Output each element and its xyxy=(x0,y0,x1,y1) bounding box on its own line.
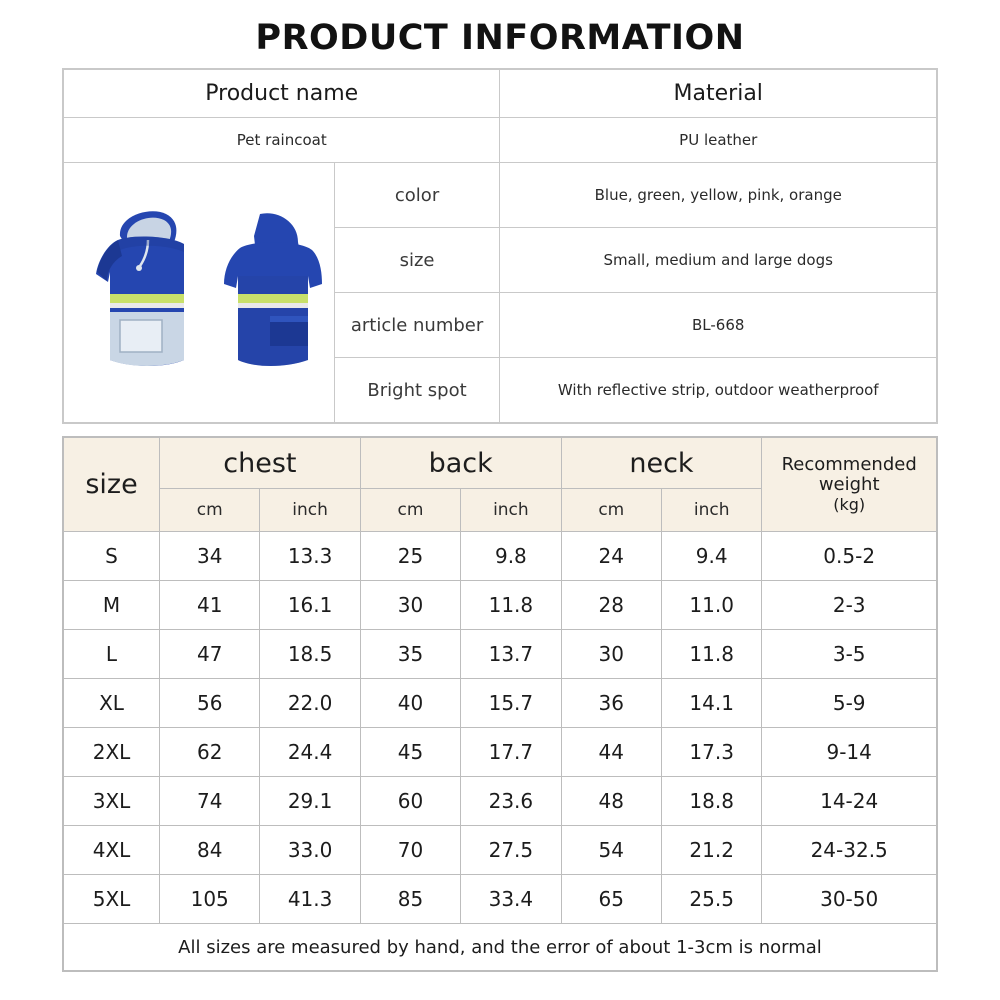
cell-back-cm: 85 xyxy=(360,875,460,924)
raincoat-illustration xyxy=(74,200,324,385)
cell-back-cm: 25 xyxy=(360,532,460,581)
size-column-header: size xyxy=(64,438,160,532)
cell-back-inch: 33.4 xyxy=(461,875,561,924)
cell-size: S xyxy=(64,532,160,581)
cell-weight: 9-14 xyxy=(762,728,937,777)
table-row xyxy=(64,777,937,826)
cell-chest-cm: 105 xyxy=(160,875,260,924)
info-label-color: color xyxy=(334,163,500,228)
cell-weight: 14-24 xyxy=(762,777,937,826)
cell-chest-cm: 34 xyxy=(160,532,260,581)
unit-back-inch: inch xyxy=(461,489,561,532)
unit-back-cm: cm xyxy=(360,489,460,532)
cell-size: L xyxy=(64,630,160,679)
cell-neck-inch: 9.4 xyxy=(661,532,761,581)
group-header-back: back xyxy=(360,438,561,489)
cell-chest-cm: 62 xyxy=(160,728,260,777)
info-value-product-name: Pet raincoat xyxy=(64,118,500,163)
table-row xyxy=(64,728,937,777)
info-label-size: size xyxy=(334,228,500,293)
cell-chest-inch: 24.4 xyxy=(260,728,360,777)
table-row xyxy=(64,70,937,118)
cell-weight: 3-5 xyxy=(762,630,937,679)
cell-back-cm: 35 xyxy=(360,630,460,679)
cell-size: XL xyxy=(64,679,160,728)
cell-size: 5XL xyxy=(64,875,160,924)
cell-size: 4XL xyxy=(64,826,160,875)
unit-neck-inch: inch xyxy=(661,489,761,532)
cell-neck-inch: 11.8 xyxy=(661,630,761,679)
cell-chest-inch: 33.0 xyxy=(260,826,360,875)
table-row xyxy=(64,581,937,630)
cell-neck-inch: 17.3 xyxy=(661,728,761,777)
cell-neck-inch: 21.2 xyxy=(661,826,761,875)
size-header-row-groups xyxy=(64,438,937,489)
info-value-size: Small, medium and large dogs xyxy=(500,228,937,293)
cell-chest-cm: 41 xyxy=(160,581,260,630)
cell-size: M xyxy=(64,581,160,630)
info-value-color: Blue, green, yellow, pink, orange xyxy=(500,163,937,228)
cell-weight: 24-32.5 xyxy=(762,826,937,875)
cell-chest-cm: 47 xyxy=(160,630,260,679)
info-value-article-number: BL-668 xyxy=(500,293,937,358)
cell-neck-cm: 48 xyxy=(561,777,661,826)
info-label-bright-spot: Bright spot xyxy=(334,358,500,423)
table-row xyxy=(64,118,937,163)
info-header-material: Material xyxy=(500,70,937,118)
cell-back-inch: 27.5 xyxy=(461,826,561,875)
group-header-recommended-weight xyxy=(762,438,937,532)
cell-back-inch: 17.7 xyxy=(461,728,561,777)
cell-chest-inch: 29.1 xyxy=(260,777,360,826)
product-info-table xyxy=(62,68,938,424)
cell-neck-cm: 65 xyxy=(561,875,661,924)
cell-weight: 2-3 xyxy=(762,581,937,630)
table-row xyxy=(64,630,937,679)
info-header-product-name: Product name xyxy=(64,70,500,118)
cell-neck-cm: 36 xyxy=(561,679,661,728)
cell-neck-cm: 28 xyxy=(561,581,661,630)
unit-chest-cm: cm xyxy=(160,489,260,532)
cell-chest-inch: 13.3 xyxy=(260,532,360,581)
cell-back-cm: 60 xyxy=(360,777,460,826)
cell-size: 3XL xyxy=(64,777,160,826)
cell-chest-inch: 16.1 xyxy=(260,581,360,630)
cell-chest-inch: 41.3 xyxy=(260,875,360,924)
page-title: PRODUCT INFORMATION xyxy=(255,18,745,58)
cell-chest-cm: 84 xyxy=(160,826,260,875)
group-header-chest: chest xyxy=(160,438,361,489)
cell-weight: 5-9 xyxy=(762,679,937,728)
cell-neck-inch: 11.0 xyxy=(661,581,761,630)
product-image-cell xyxy=(64,163,335,423)
table-row xyxy=(64,679,937,728)
info-label-article-number: article number xyxy=(334,293,500,358)
cell-neck-cm: 30 xyxy=(561,630,661,679)
cell-chest-inch: 22.0 xyxy=(260,679,360,728)
cell-back-inch: 11.8 xyxy=(461,581,561,630)
cell-neck-cm: 24 xyxy=(561,532,661,581)
unit-neck-cm: cm xyxy=(561,489,661,532)
cell-chest-cm: 74 xyxy=(160,777,260,826)
cell-back-cm: 40 xyxy=(360,679,460,728)
cell-chest-inch: 18.5 xyxy=(260,630,360,679)
recommended-weight-label: Recommended weight xyxy=(781,453,917,496)
unit-chest-inch: inch xyxy=(260,489,360,532)
size-chart-table xyxy=(62,436,938,972)
table-row xyxy=(64,826,937,875)
cell-weight: 30-50 xyxy=(762,875,937,924)
cell-back-inch: 13.7 xyxy=(461,630,561,679)
group-header-neck: neck xyxy=(561,438,762,489)
cell-back-cm: 30 xyxy=(360,581,460,630)
size-chart-footnote-row xyxy=(64,924,937,971)
cell-back-cm: 45 xyxy=(360,728,460,777)
cell-back-inch: 15.7 xyxy=(461,679,561,728)
cell-neck-inch: 25.5 xyxy=(661,875,761,924)
cell-neck-cm: 54 xyxy=(561,826,661,875)
cell-neck-inch: 18.8 xyxy=(661,777,761,826)
cell-back-cm: 70 xyxy=(360,826,460,875)
cell-neck-inch: 14.1 xyxy=(661,679,761,728)
cell-chest-cm: 56 xyxy=(160,679,260,728)
info-value-bright-spot: With reflective strip, outdoor weatherproof xyxy=(500,358,937,423)
cell-size: 2XL xyxy=(64,728,160,777)
info-value-material: PU leather xyxy=(500,118,937,163)
cell-back-inch: 9.8 xyxy=(461,532,561,581)
size-chart-footnote: All sizes are measured by hand, and the error of about 1-3cm is normal xyxy=(64,924,937,971)
recommended-weight-unit: (kg) xyxy=(833,494,866,514)
table-row xyxy=(64,163,937,228)
table-row xyxy=(64,532,937,581)
table-row xyxy=(64,875,937,924)
cell-weight: 0.5-2 xyxy=(762,532,937,581)
cell-back-inch: 23.6 xyxy=(461,777,561,826)
cell-neck-cm: 44 xyxy=(561,728,661,777)
